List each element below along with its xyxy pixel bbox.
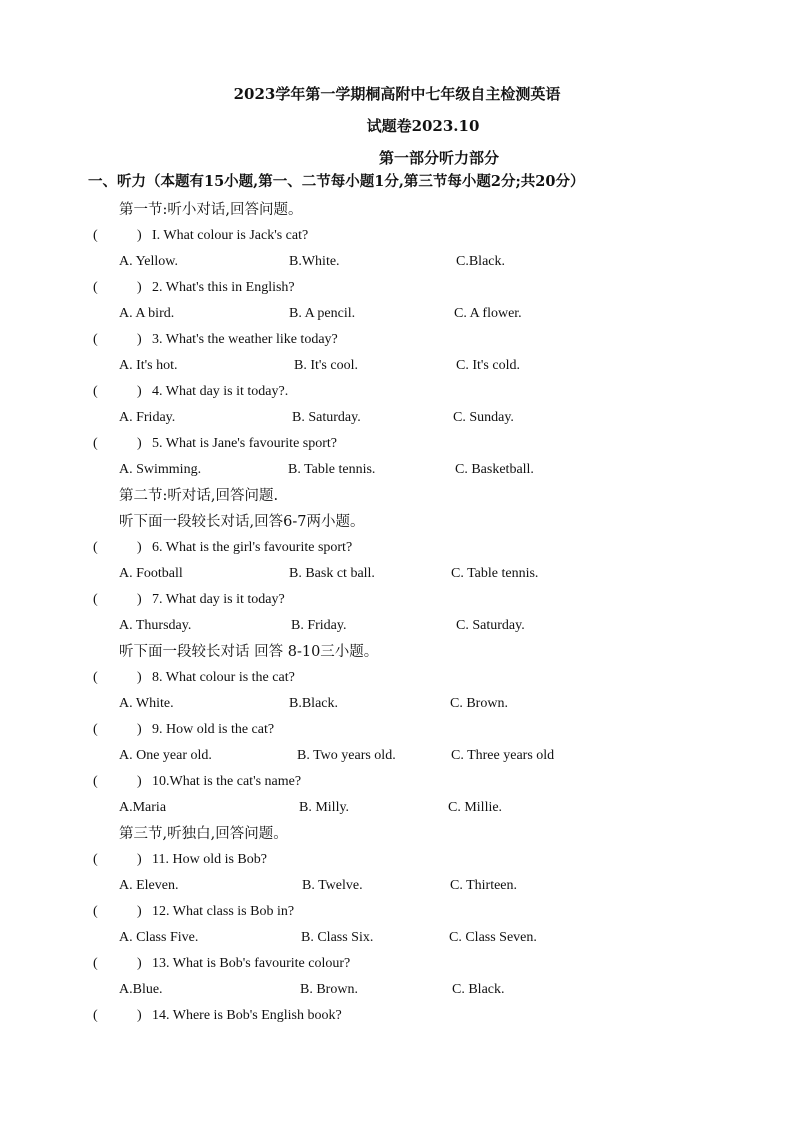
answer-blank-close: ) — [137, 904, 142, 919]
part2-intro-a: 听下面一段较长对话,回答6-7两小题。 — [119, 514, 365, 530]
question-text: 14. Where is Bob's English book? — [152, 1008, 342, 1023]
part2-title: 第二节:听对话,回答问题. — [119, 488, 279, 504]
part2-row — [0, 486, 794, 512]
question-text: I. What colour is Jack's cat? — [152, 228, 309, 243]
question-text: 12. What class is Bob in? — [152, 904, 295, 919]
part-one-heading: 第一部分听力部分 — [378, 149, 499, 167]
options-row — [0, 798, 794, 824]
question-row — [0, 382, 794, 408]
option-b: B. Saturday. — [292, 410, 361, 425]
question-row — [0, 226, 794, 252]
question-row — [0, 278, 794, 304]
option-a: A. A bird. — [119, 306, 175, 321]
answer-blank-close: ) — [137, 384, 142, 399]
options-row — [0, 564, 794, 590]
option-b: B.Black. — [289, 696, 338, 711]
options-row — [0, 746, 794, 772]
answer-blank-open: ( — [93, 228, 98, 243]
option-b: B. Friday. — [291, 618, 347, 633]
option-a: A. One year old. — [119, 748, 212, 763]
question-text: 11. How old is Bob? — [152, 852, 267, 867]
part3-title: 第三节,听独白,回答问题。 — [119, 826, 288, 842]
exam-title: 2023学年第一学期桐高附中七年级自主检测英语 — [233, 85, 561, 103]
option-a: A.Blue. — [119, 982, 163, 997]
answer-blank-close: ) — [137, 722, 142, 737]
options-row — [0, 460, 794, 486]
question-text: 2. What's this in English? — [152, 280, 295, 295]
option-c: C. Brown. — [450, 696, 508, 711]
question-row — [0, 434, 794, 460]
option-a: A. It's hot. — [119, 358, 178, 373]
option-c: C. Class Seven. — [449, 930, 537, 945]
part3-row — [0, 824, 794, 850]
answer-blank-close: ) — [137, 956, 142, 971]
answer-blank-close: ) — [137, 592, 142, 607]
options-row — [0, 408, 794, 434]
answer-blank-close: ) — [137, 436, 142, 451]
answer-blank-open: ( — [93, 332, 98, 347]
option-a: A. Friday. — [119, 410, 176, 425]
option-a: A. Eleven. — [119, 878, 179, 893]
options-row — [0, 980, 794, 1006]
question-row — [0, 902, 794, 928]
option-c: C. Three years old — [451, 748, 555, 763]
answer-blank-open: ( — [93, 540, 98, 555]
option-b: B. A pencil. — [289, 306, 356, 321]
answer-blank-open: ( — [93, 280, 98, 295]
answer-blank-close: ) — [137, 280, 142, 295]
options-row — [0, 616, 794, 642]
option-c: C. Millie. — [448, 800, 503, 815]
answer-blank-open: ( — [93, 1008, 98, 1023]
option-c: C. Black. — [452, 982, 505, 997]
question-text: 8. What colour is the cat? — [152, 670, 295, 685]
option-a: A. Yellow. — [119, 254, 178, 269]
option-c: C.Black. — [456, 254, 505, 269]
answer-blank-close: ) — [137, 852, 142, 867]
listening-section-heading: 一、听力（本题有15小题,第一、二节每小题1分,第三节每小题2分;共20分） — [88, 173, 585, 190]
option-b: B. Bask ct ball. — [289, 566, 375, 581]
question-row — [0, 590, 794, 616]
answer-blank-open: ( — [93, 670, 98, 685]
option-a: A. Swimming. — [119, 462, 202, 477]
option-b: B. Twelve. — [302, 878, 363, 893]
question-row — [0, 538, 794, 564]
option-c: C. Sunday. — [453, 410, 514, 425]
option-a: A. Football — [119, 566, 183, 581]
answer-blank-open: ( — [93, 956, 98, 971]
option-b: B. Milly. — [299, 800, 350, 815]
question-text: 10.What is the cat's name? — [152, 774, 302, 789]
answer-blank-close: ) — [137, 228, 142, 243]
answer-blank-open: ( — [93, 774, 98, 789]
part2-intro-row — [0, 642, 794, 668]
option-b: B. Class Six. — [301, 930, 374, 945]
answer-blank-open: ( — [93, 904, 98, 919]
option-a: A. Thursday. — [119, 618, 192, 633]
option-c: C. It's cold. — [456, 358, 520, 373]
answer-blank-open: ( — [93, 592, 98, 607]
option-c: C. Basketball. — [455, 462, 534, 477]
part2-intro-row — [0, 512, 794, 538]
answer-blank-open: ( — [93, 384, 98, 399]
options-row — [0, 252, 794, 278]
question-text: 3. What's the weather like today? — [152, 332, 338, 347]
answer-blank-open: ( — [93, 436, 98, 451]
option-b: B. Table tennis. — [288, 462, 376, 477]
part2-intro-b: 听下面一段较长对话 回答 8-10三小题。 — [119, 644, 379, 660]
question-text: 7. What day is it today? — [152, 592, 285, 607]
option-c: C. A flower. — [454, 306, 522, 321]
option-b: B.White. — [289, 254, 340, 269]
option-c: C. Table tennis. — [451, 566, 539, 581]
answer-blank-close: ) — [137, 540, 142, 555]
option-c: C. Saturday. — [456, 618, 525, 633]
option-a: A. White. — [119, 696, 174, 711]
question-text: 4. What day is it today?. — [152, 384, 289, 399]
part1-title: 第一节:听小对话,回答问题。 — [119, 202, 303, 218]
option-a: A.Maria — [119, 800, 167, 815]
option-c: C. Thirteen. — [450, 878, 518, 893]
question-text: 9. How old is the cat? — [152, 722, 275, 737]
question-text: 5. What is Jane's favourite sport? — [152, 436, 337, 451]
options-row — [0, 928, 794, 954]
question-row — [0, 1006, 794, 1032]
option-b: B. It's cool. — [294, 358, 358, 373]
answer-blank-close: ) — [137, 670, 142, 685]
option-b: B. Brown. — [300, 982, 358, 997]
answer-blank-close: ) — [137, 332, 142, 347]
answer-blank-close: ) — [137, 774, 142, 789]
question-row — [0, 668, 794, 694]
question-row — [0, 330, 794, 356]
options-row — [0, 694, 794, 720]
exam-paper-date: 试题卷2023.10 — [366, 117, 480, 135]
answer-blank-open: ( — [93, 852, 98, 867]
question-text: 13. What is Bob's favourite colour? — [152, 956, 351, 971]
options-row — [0, 304, 794, 330]
question-row — [0, 850, 794, 876]
answer-blank-open: ( — [93, 722, 98, 737]
question-row — [0, 954, 794, 980]
option-b: B. Two years old. — [297, 748, 396, 763]
options-row — [0, 356, 794, 382]
answer-blank-close: ) — [137, 1008, 142, 1023]
question-text: 6. What is the girl's favourite sport? — [152, 540, 353, 555]
options-row — [0, 876, 794, 902]
part1-row — [0, 200, 794, 226]
option-a: A. Class Five. — [119, 930, 199, 945]
question-row — [0, 772, 794, 798]
question-row — [0, 720, 794, 746]
